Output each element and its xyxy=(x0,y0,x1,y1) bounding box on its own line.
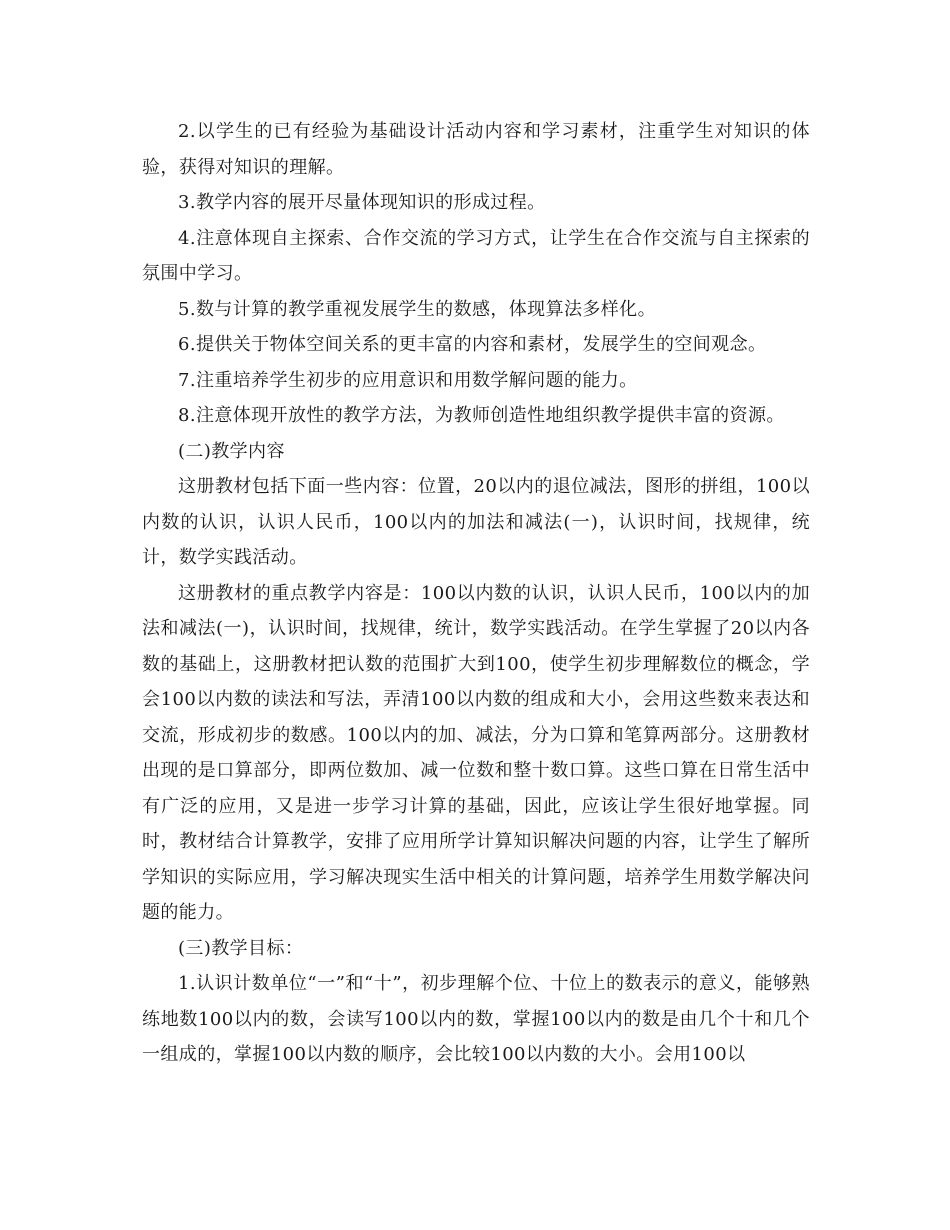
document-body xyxy=(142,114,810,1073)
paragraph-content-overview: 这册教材包括下面一些内容：位置，20以内的退位减法，图形的拼组，100以内数的认识，认识人民币，100以内的加法和减法(一)，认识时间，找规律，统计，数学实践活动。 xyxy=(142,476,810,568)
section-heading-teaching-content: (二)教学内容 xyxy=(178,440,285,462)
paragraph-item-3: 3.教学内容的展开尽量体现知识的形成过程。 xyxy=(178,192,546,213)
paragraph-item-2: 2.以学生的已有经验为基础设计活动内容和学习素材，注重学生对知识的体验，获得对知识的理解。 xyxy=(142,121,810,178)
paragraph-item-6: 6.提供关于物体空间关系的更丰富的内容和素材，发展学生的空间观念。 xyxy=(178,334,767,355)
paragraph-item-8: 8.注意体现开放性的教学方法，为教师创造性地组织教学提供丰富的资源。 xyxy=(178,405,785,426)
paragraph-item-4: 4.注意体现自主探索、合作交流的学习方式，让学生在合作交流与自主探索的氛围中学习。 xyxy=(142,227,810,284)
section-heading-teaching-goals: (三)教学目标： xyxy=(178,937,304,959)
paragraph-goal-1: 1.认识计数单位“一”和“十”，初步理解个位、十位上的数表示的意义，能够熟练地数100以内的数，会读写100以内的数，掌握100以内的数是由几个十和几个一组成的，掌握100以内数的顺序，会比较100以内数的大小。会用100以 xyxy=(142,973,810,1065)
paragraph-item-7: 7.注重培养学生初步的应用意识和用数学解问题的能力。 xyxy=(178,369,638,391)
paragraph-key-content: 这册教材的重点教学内容是：100以内数的认识，认识人民币，100以内的加法和减法(一)，认识时间，找规律，统计，数学实践活动。在学生掌握了20以内各数的基础上，这册教材把认数的范围扩大到100，使学生初步理解数位的概念，学会100以内数的读法和写法，弄清100以内数的组成和大小，会用这些数来表达和交流，形成初步的数感。100以内的加、减法，分为口算和笔算两部分。这册教材出现的是口算部分，即两位数加、减一位数和整十数口算。这些口算在日常生活中有广泛的应用，又是进一步学习计算的基础，因此，应该让学生很好地掌握。同时，教材结合计算教学，安排了应用所学计算知识解决问题的内容，让学生了解所学知识的实际应用，学习解决现实生活中相关的计算问题，培养学生用数学解决问题的能力。 xyxy=(142,582,810,923)
paragraph-item-5: 5.数与计算的教学重视发展学生的数感，体现算法多样化。 xyxy=(178,298,656,320)
